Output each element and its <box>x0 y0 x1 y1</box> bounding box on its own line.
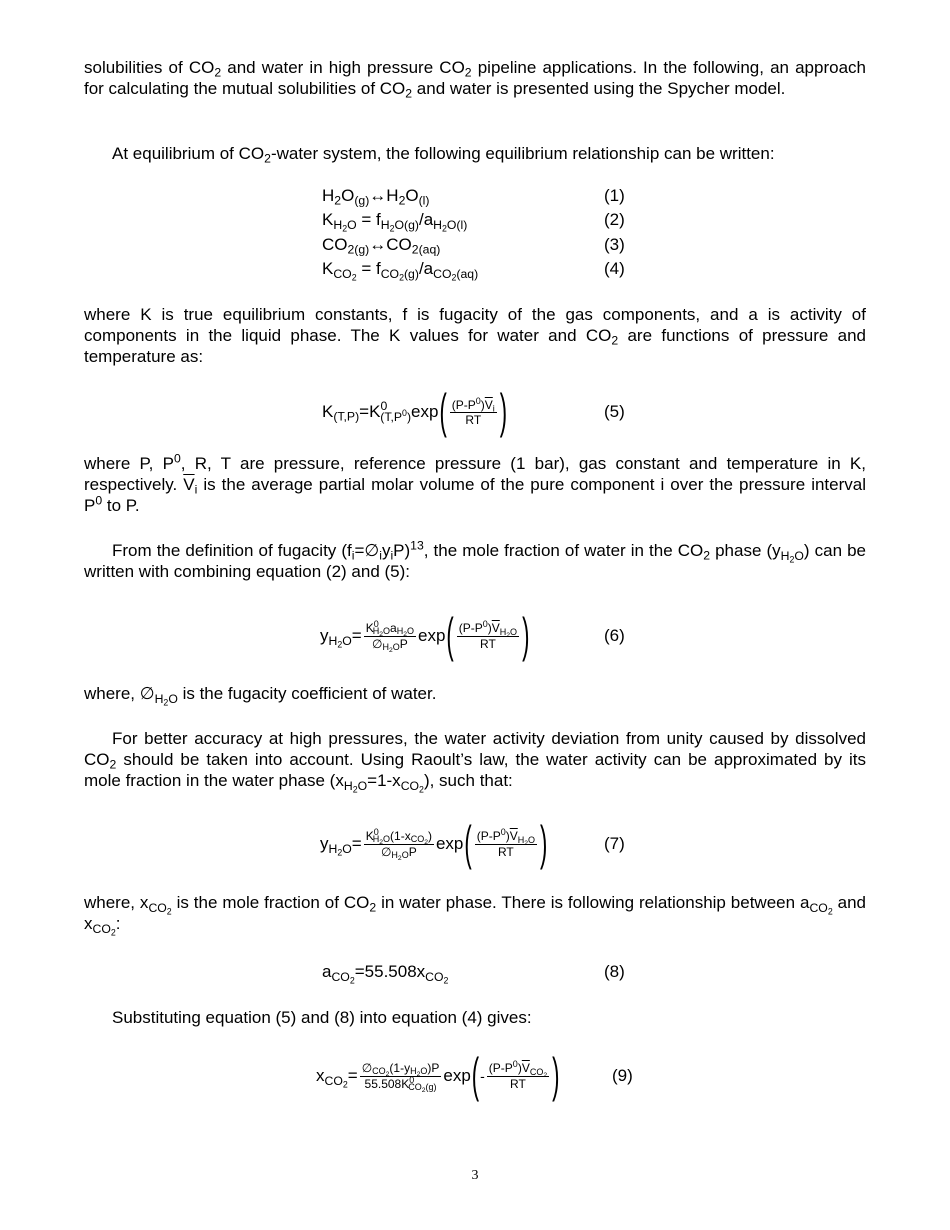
page-number: 3 <box>471 1168 479 1183</box>
equation-1: $H_2O_{(g)}\leftrightarrow H_2O_{(l)}$ <box>322 186 430 208</box>
equation-4-number: (4) <box>604 259 625 278</box>
paragraph-raoult: For better accuracy at high pressures, the water activity deviation from unity caused by dissolved $CO_2$ should be taken into account. Using Raoult’s law, the water activity can be approximated by its mole fraction in the water phase $(x_{H_2O}=1-x_{CO_2})$, such that: <box>84 729 866 795</box>
equation-7-number: (7) <box>604 834 625 853</box>
paragraph-fugacity-coefficient: where, $\emptyset_{H_2O}$ is the fugacity coefficient of water. <box>84 684 437 708</box>
equation-2: $K_{H_2O} = f_{H_2O(g)}/a_{H_2O(l)}$ <box>322 210 468 234</box>
equation-3: $CO_{2(g)}\leftrightarrow CO_{2(aq)}$ <box>322 235 441 257</box>
equation-9-number: (9) <box>612 1066 633 1085</box>
paragraph-fugacity: From the definition of fugacity $(f_i=\emptyset_iy_iP)^{13}$, the mole fraction of water in the $CO_2$ phase $(y_{H_2O})$ can be written with combining equation (2) and (5): <box>84 538 867 581</box>
equation-5-number: (5) <box>604 402 625 421</box>
paragraph-activity-relationship: where, $x_{CO_2}$ is the mole fraction of $CO_2$ in water phase. There is following relationship between $a_{CO_2}$ and $x_{CO_2}$: <box>84 893 866 938</box>
equation-1-number: (1) <box>604 186 625 205</box>
equation-8-number: (8) <box>604 962 625 981</box>
equation-6: $y_{H_2O}=$ $\frac{K^0_{H_2O}a_{H_2O}}{\emptyset_{H_2O}P}$ exp ( $\frac{(P-P^0)\overline{V}_{H_2O}}{RT}$ ) <box>320 607 530 663</box>
paragraph-substitution: Substituting equation (5) and (8) into equation (4) gives: <box>112 1008 532 1027</box>
paragraph-k-values: where K is true equilibrium constants, f is fugacity of the gas components, and a is activity of components in the liquid phase. The K values for water and $CO_2$ are functions of pressure and temperature as: <box>84 305 866 366</box>
equation-5: $K_{(T,P)}=K^0_{(T,P^0)}\exp$ ( $\frac{(P-P^0)\overline{V}_i}{RT}$ ) <box>322 383 508 439</box>
equation-9: $x_{CO_2}=$ $\frac{\emptyset_{CO_2}(1-y_{H_2O})P}{55.508K^0_{CO_2(g)}}$ exp ( - $\frac{(P-P^0)\overline{V}_{CO_2}}{RT}$ ) <box>316 1047 560 1103</box>
equation-9-coefficient: 55.508 <box>364 1076 402 1091</box>
equation-8: $a_{CO_2}=55.508x_{CO_2}$ <box>322 962 449 986</box>
paragraph-definitions: where P, $P^0$, R, T are pressure, reference pressure (1 bar), gas constant and temperature in K, respectively. $\overline{V}_i$ is the average partial molar volume of the pure component i over the pressure interval $P^0$ to P. <box>84 451 866 515</box>
equation-4: $K_{CO_2} = f_{CO_2(g)}/a_{CO_2(aq)}$ <box>322 259 479 283</box>
equation-7: $y_{H_2O}=$ $\frac{K^0_{H_2O}(1-x_{CO_2})}{\emptyset_{H_2O}P}$ exp ( $\frac{(P-P^0)\overline{V}_{H_2O}}{RT}$ ) <box>320 815 548 871</box>
equation-6-number: (6) <box>604 626 625 645</box>
equation-3-number: (3) <box>604 235 625 254</box>
paragraph-intro: solubilities of $CO_2$ and water in high pressure $CO_2$ pipeline applications. In the following, an approach for calculating the mutual solubilities of $CO_2$ and water is presented using the Spycher model. <box>84 58 866 101</box>
equation-8-coefficient: 55.508 <box>364 962 417 981</box>
paragraph-equilibrium: At equilibrium of $CO_2$-water system, the following equilibrium relationship can be written: <box>112 144 775 166</box>
equation-2-number: (2) <box>604 210 625 229</box>
